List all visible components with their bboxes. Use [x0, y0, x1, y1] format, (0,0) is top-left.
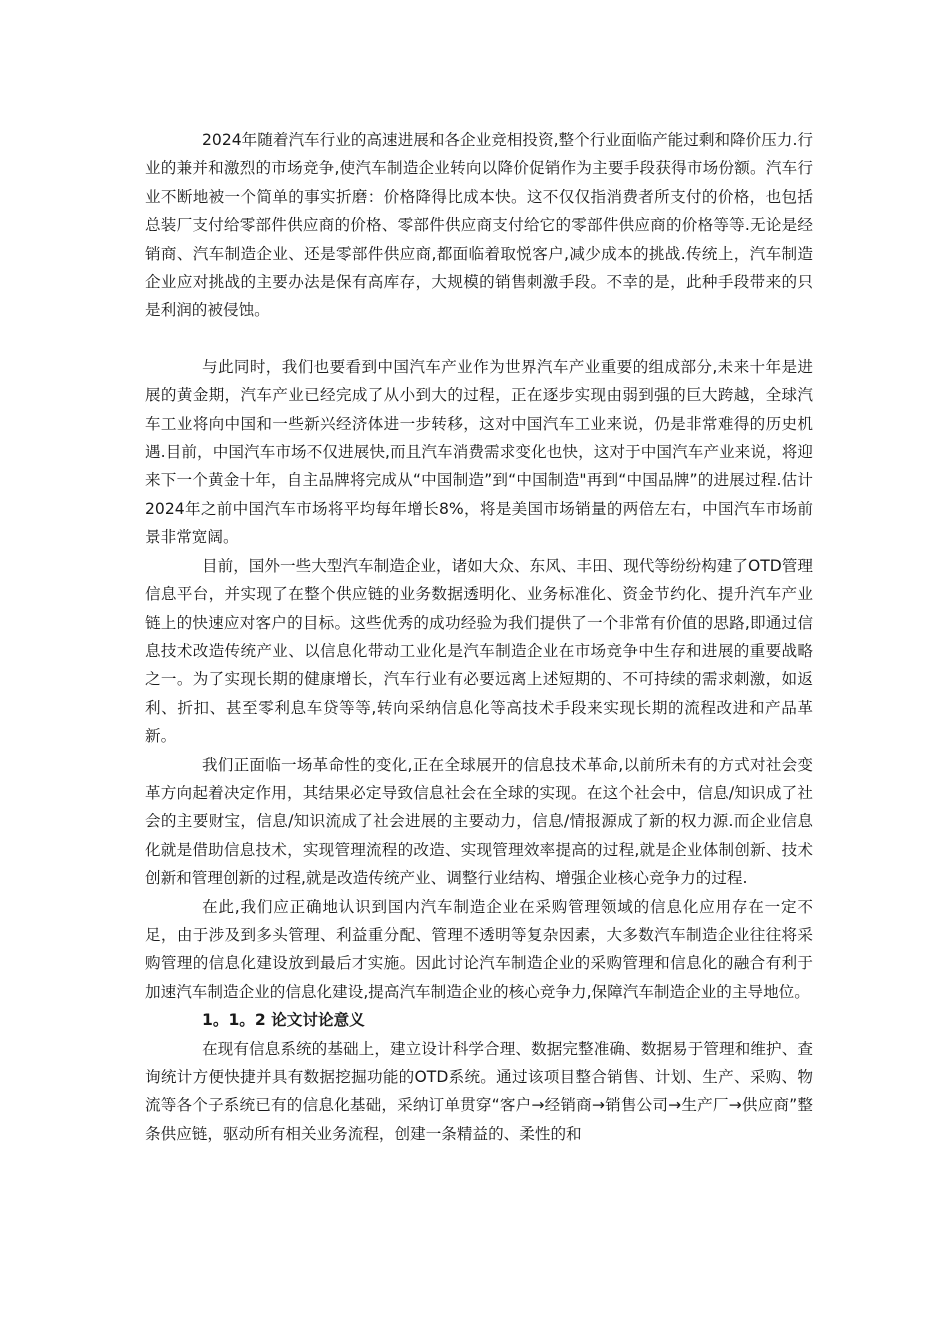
paragraph-china-auto-industry: 与此同时，我们也要看到中国汽车产业作为世界汽车产业重要的组成部分,未来十年是进展的黄金期，汽车产业已经完成了从小到大的过程，正在逐步实现由弱到强的巨大跨越，全球汽车工业将向中国和一些新兴经济体进一步转移，这对中国汽车工业来说，仍是非常难得的历史机遇.目前，中国汽车市场不仅进展快,而且汽车消费需求变化也快，这对于中国汽车产业来说，将迎来下一个黄金十年，自主品牌将完成从“中国制造”到“中国制造"再到“中国品牌”的进展过程.估计2024年之前中国汽车市场将平均每年增长8%，将是美国市场销量的两倍左右，中国汽车市场前景非常宽阔。 [145, 357, 813, 547]
paragraph-price-pressure: 2024年随着汽车行业的高速进展和各企业竞相投资,整个行业面临产能过剩和降价压力.行业的兼并和激烈的市场竞争,使汽车制造企业转向以降价促销作为主要手段获得市场份额。汽车行业不断地被一个简单的事实折磨：价格降得比成本快。这不仅仅指消费者所支付的价格，也包括总装厂支付给零部件供应商的价格、零部件供应商支付给它的零部件供应商的价格等等.无论是经销商、汽车制造企业、还是零部件供应商,都面临着取悦客户,减少成本的挑战.传统上，汽车制造企业应对挑战的主要办法是保有高库存，大规模的销售刺激手段。不幸的是，此种手段带来的只是利润的被侵蚀。 [145, 131, 813, 320]
paragraph-it-revolution: 我们正面临一场革命性的变化,正在全球展开的信息技术革命,以前所未有的方式对社会变革方向起着决定作用，其结果必定导致信息社会在全球的实现。在这个社会中，信息/知识成了社会的主要财宝，信息/知识流成了社会进展的主要动力，信息/情报源成了新的权力源.而企业信息化就是借助信息技术，实现管理流程的改造、实现管理效率提高的过程,就是企业体制创新、技术创新和管理创新的过程,就是改造传统产业、调整行业结构、增强企业核心竞争力的过程. [145, 755, 813, 888]
section-heading: 1。1。2 论文讨论意义 [202, 1011, 365, 1030]
paragraph-otd-platforms: 目前，国外一些大型汽车制造企业，诸如大众、东风、丰田、现代等纷纷构建了OTD管理信息平台，并实现了在整个供应链的业务数据透明化、业务标准化、资金节约化、提升汽车产业链上的快速应对客户的目标。这些优秀的成功经验为我们提供了一个非常有价值的思路,即通过信息技术改造传统产业、以信息化带动工业化是汽车制造企业在市场竞争中生存和进展的重要战略之一。为了实现长期的健康增长，汽车行业有必要远离上述短期的、不可持续的需求刺激，如返利、折扣、甚至零利息车贷等等,转向采纳信息化等高技术手段来实现长期的流程改进和产品革新。 [145, 556, 813, 746]
document-page [145, 126, 813, 1148]
paragraph-procurement-informatization: 在此,我们应正确地认识到国内汽车制造企业在采购管理领域的信息化应用存在一定不足，由于涉及到多头管理、利益重分配、管理不透明等复杂因素，大多数汽车制造企业往往将采购管理的信息化建设放到最后才实施。因此讨论汽车制造企业的采购管理和信息化的融合有利于加速汽车制造企业的信息化建设,提高汽车制造企业的核心竞争力,保障汽车制造企业的主导地位。 [145, 897, 813, 1001]
paragraph-spacer [145, 325, 813, 353]
paragraph-otd-system: 在现有信息系统的基础上，建立设计科学合理、数据完整准确、数据易于管理和维护、查询统计方便快捷并具有数据挖掘功能的OTD系统。通过该项目整合销售、计划、生产、采购、物流等各个子系统已有的信息化基础，采纳订单贯穿“客户→经销商→销售公司→生产厂→供应商”整条供应链，驱动所有相关业务流程，创建一条精益的、柔性的和 [145, 1039, 813, 1143]
